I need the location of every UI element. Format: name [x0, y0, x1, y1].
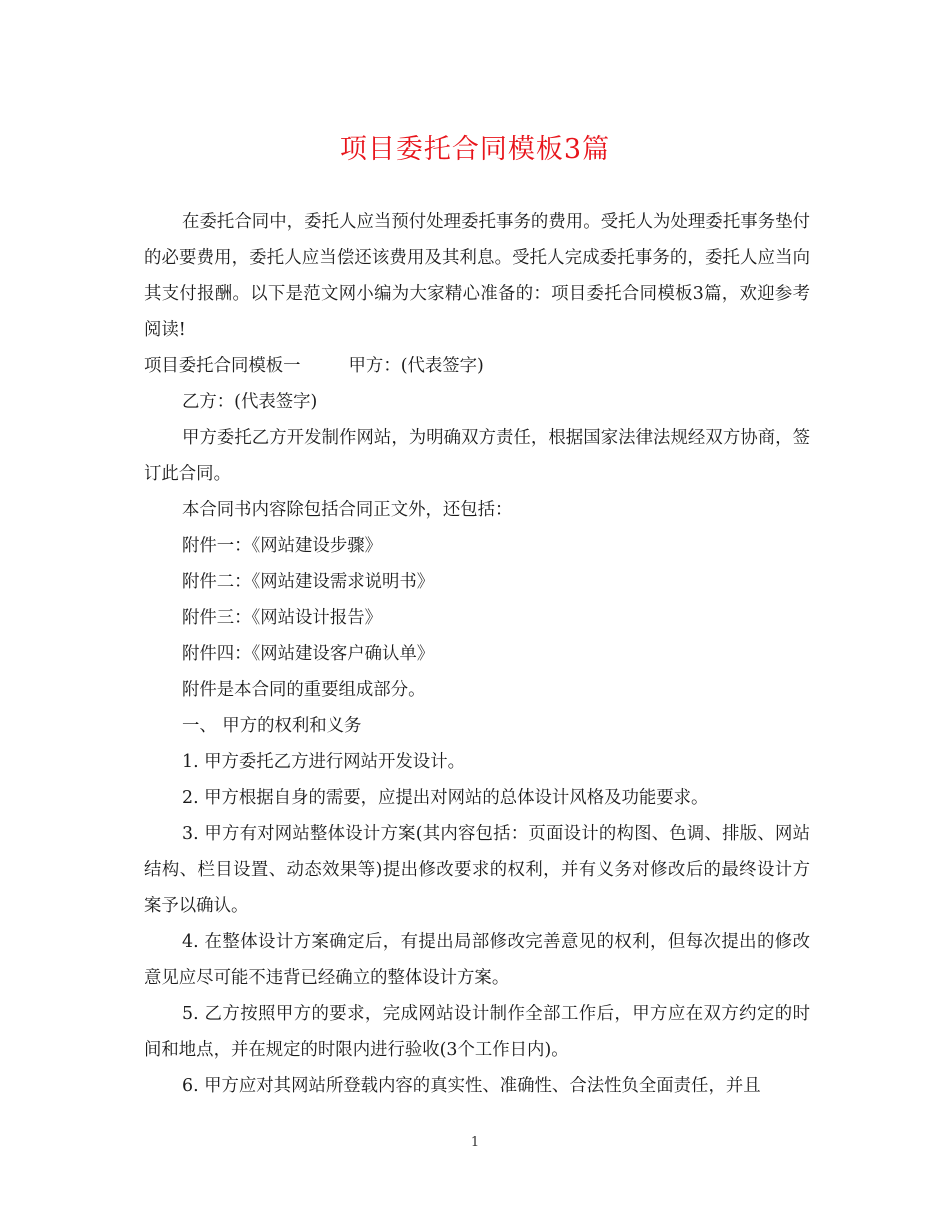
template-heading: 项目委托合同模板一: [144, 356, 301, 376]
document-title: 项目委托合同模板3篇: [339, 134, 611, 165]
document-body: [144, 204, 810, 1104]
attachment-4: 附件四：《网站建设客户确认单》: [182, 644, 435, 664]
paragraph-contents: 本合同书内容除包括合同正文外，还包括：: [182, 500, 513, 520]
clause-1: 1. 甲方委托乙方进行网站开发设计。: [182, 752, 465, 772]
party-a-signature: 甲方：(代表签字): [348, 356, 484, 376]
attachment-3: 附件三：《网站设计报告》: [182, 608, 382, 628]
attachment-note: 附件是本合同的重要组成部分。: [182, 680, 426, 700]
attachment-1: 附件一：《网站建设步骤》: [182, 536, 382, 556]
intro-paragraph: 在委托合同中，委托人应当预付处理委托事务的费用。受托人为处理委托事务垫付的必要费用，委托人应当偿还该费用及其利息。受托人完成委托事务的，委托人应当向其支付报酬。以下是范文网小编为大家精心准备的：项目委托合同模板3篇，欢迎参考阅读!: [144, 212, 810, 340]
clause-3: 3. 甲方有对网站整体设计方案(其内容包括：页面设计的构图、色调、排版、网站结构、栏目设置、动态效果等)提出修改要求的权利，并有义务对修改后的最终设计方案予以确认。: [144, 824, 810, 916]
clause-2: 2. 甲方根据自身的需要，应提出对网站的总体设计风格及功能要求。: [182, 788, 709, 808]
page-number: 1: [470, 1135, 480, 1150]
clause-4: 4. 在整体设计方案确定后，有提出局部修改完善意见的权利，但每次提出的修改意见应尽可能不违背已经确立的整体设计方案。: [144, 932, 810, 988]
section-heading-party-a: 一、 甲方的权利和义务: [182, 716, 362, 736]
clause-5: 5. 乙方按照甲方的要求，完成网站设计制作全部工作后，甲方应在双方约定的时间和地点，并在规定的时限内进行验收(3个工作日内)。: [144, 1004, 810, 1060]
party-b-signature: 乙方：(代表签字): [182, 392, 318, 412]
paragraph-purpose: 甲方委托乙方开发制作网站，为明确双方责任，根据国家法律法规经双方协商，签订此合同。: [144, 428, 810, 484]
clause-6: 6. 甲方应对其网站所登载内容的真实性、准确性、合法性负全面责任，并且: [182, 1076, 761, 1096]
attachment-2: 附件二：《网站建设需求说明书》: [182, 572, 435, 592]
template-heading-row: [144, 348, 810, 384]
